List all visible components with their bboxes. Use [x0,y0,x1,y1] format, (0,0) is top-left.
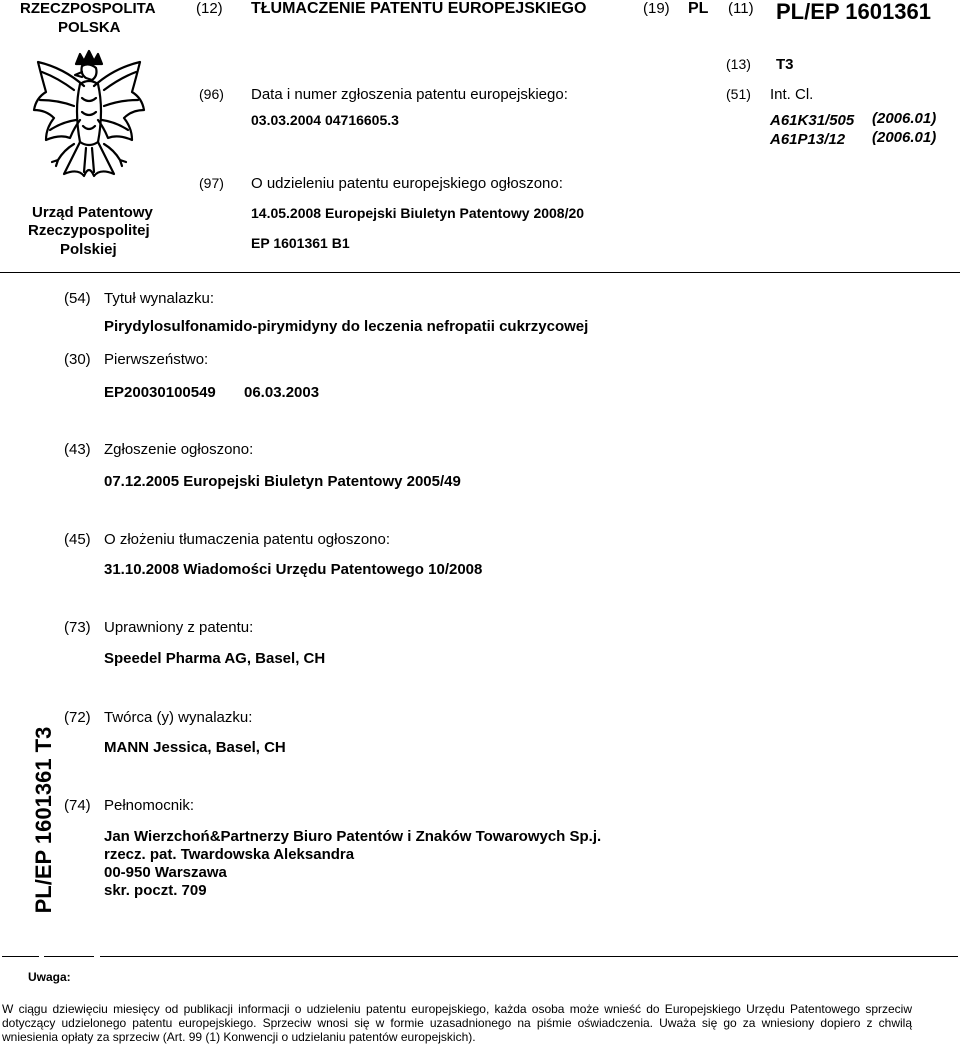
footer-divider-mid [44,956,94,957]
inid-code-43: (43) [64,441,91,458]
side-patent-label: PL/EP 1601361 T3 [31,726,56,914]
inid-code-11: (11) [728,0,754,17]
application-label: Data i numer zgłoszenia patentu europejskiego: [251,86,568,103]
office-name-line2: Rzeczypospolitej [28,222,150,239]
patent-number: PL/EP 1601361 [776,0,931,24]
country-code: PL [688,0,709,17]
kind-code: T3 [776,56,794,73]
polish-eagle-emblem-icon [28,48,150,188]
grant-label: O udzieleniu patentu europejskiego ogłoszono: [251,175,563,192]
inid-code-97: (97) [199,175,224,191]
inid-code-19: (19) [643,0,670,17]
footer-divider-left [2,956,39,957]
inid-code-12: (12) [196,0,223,17]
inid-code-96: (96) [199,86,224,102]
footer-divider-right [100,956,958,957]
invention-title: Pirydylosulfonamido-pirymidyny do leczenia nefropatii cukrzycowej [104,318,589,335]
attorney-line-3: 00-950 Warszawa [104,864,227,881]
inid-code-51: (51) [726,86,751,102]
grant-publication: EP 1601361 B1 [251,235,350,251]
country-name-line1: RZECZPOSPOLITA [20,0,156,17]
priority-number: EP20030100549 [104,384,216,401]
attorney-label: Pełnomocnik: [104,797,195,814]
inventor-label: Twórca (y) wynalazku: [104,709,253,726]
attorney-line-4: skr. poczt. 709 [104,882,207,899]
notice-text: W ciągu dziewięciu miesięcy od publikacji informacji o udzieleniu patentu europejskiego, każda osoba może wnieść do Europejskiego Urzędu Patentowego sprzeciw dotyczący udzielonego patentu europejskiego. Sprzeciw wnosi się w formie uzasadnionego na piśmie oświadczenia. Uważa się go za wniesiony dopiero z chwilą wniesienia opłaty za sprzeciw (Art. 99 (1) Konwencji o udzielaniu patentów europejskich). [2,1002,912,1044]
int-cl-label: Int. Cl. [770,86,814,103]
inid-code-72: (72) [64,709,91,726]
grant-value: 14.05.2008 Europejski Biuletyn Patentowy 2008/20 [251,205,585,221]
attorney-line-1: Jan Wierzchoń&Partnerzy Biuro Patentów i Znaków Towarowych Sp.j. [104,828,602,845]
priority-label: Pierwszeństwo: [104,351,209,368]
int-cl-version-1: (2006.01) [872,110,937,127]
int-cl-class-2: A61P13/12 [770,131,846,148]
notice-title: Uwaga: [28,970,71,984]
inventor-value: MANN Jessica, Basel, CH [104,739,286,756]
translation-label: O złożeniu tłumaczenia patentu ogłoszono: [104,531,391,548]
application-value: 03.03.2004 04716605.3 [251,112,399,128]
attorney-line-2: rzecz. pat. Twardowska Aleksandra [104,846,355,863]
inid-code-13: (13) [726,56,751,72]
inid-code-54: (54) [64,290,91,307]
inid-code-73: (73) [64,619,91,636]
inid-code-45: (45) [64,531,91,548]
proprietor-label: Uprawniony z patentu: [104,619,254,636]
document-title: TŁUMACZENIE PATENTU EUROPEJSKIEGO [251,0,587,17]
office-name-line3: Polskiej [60,241,117,258]
translation-value: 31.10.2008 Wiadomości Urzędu Patentowego 10/2008 [104,561,483,578]
country-name-line2: POLSKA [58,19,121,36]
inid-code-74: (74) [64,797,91,814]
proprietor-value: Speedel Pharma AG, Basel, CH [104,650,326,667]
inid-code-30: (30) [64,351,91,368]
application-published-label: Zgłoszenie ogłoszono: [104,441,254,458]
office-name-line1: Urząd Patentowy [32,204,153,221]
priority-date: 06.03.2003 [244,384,320,401]
int-cl-class-1: A61K31/505 [770,112,855,129]
application-published-value: 07.12.2005 Europejski Biuletyn Patentowy 2005/49 [104,473,461,490]
int-cl-version-2: (2006.01) [872,129,937,146]
title-label: Tytuł wynalazku: [104,290,215,307]
header-divider [0,272,960,273]
